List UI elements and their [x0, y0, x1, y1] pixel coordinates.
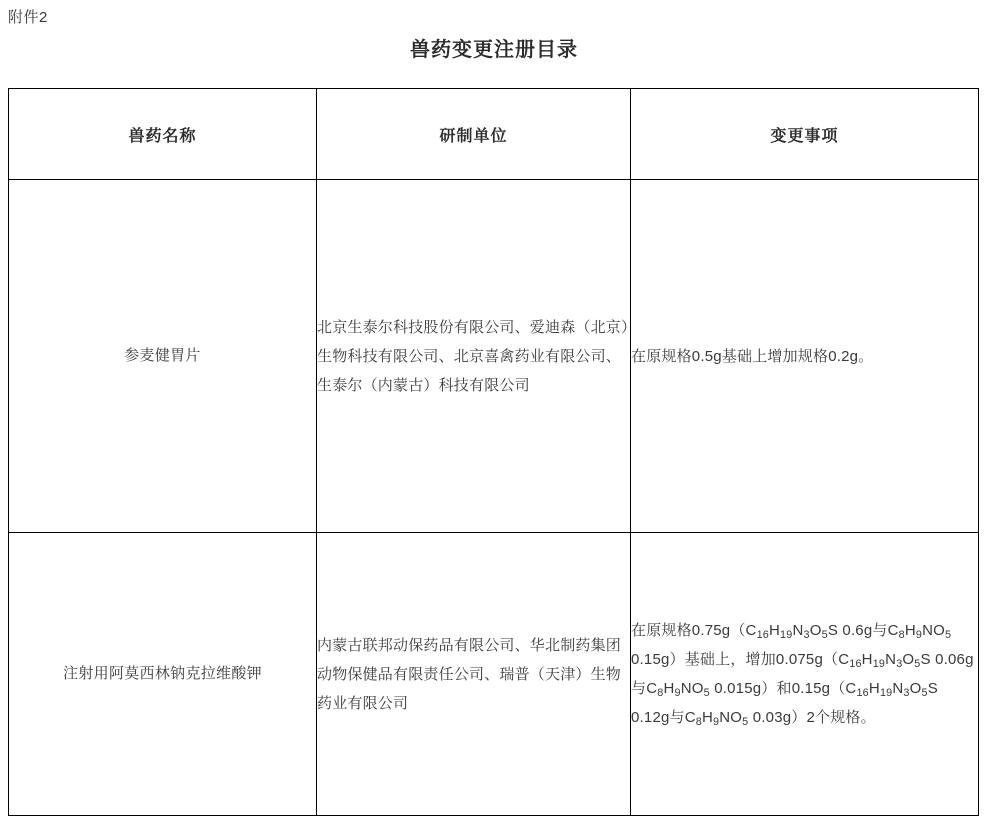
cell-drug-name — [9, 180, 317, 533]
registry-table-container — [8, 88, 978, 816]
cell-research-unit — [317, 180, 631, 533]
drug-name-text: 参麦健胃片 — [124, 347, 201, 364]
column-header-research-unit: 研制单位 — [317, 89, 631, 180]
page-title: 兽药变更注册目录 — [410, 39, 578, 61]
research-unit-text: 北京生泰尔科技股份有限公司、爱迪森（北京）生物科技有限公司、北京喜禽药业有限公司、生泰尔（内蒙古）科技有限公司 — [317, 318, 629, 394]
change-item-text: 在原规格0.5g基础上增加规格0.2g。 — [631, 347, 874, 365]
table-header-row — [9, 89, 979, 180]
drug-name-text: 注射用阿莫西林钠克拉维酸钾 — [63, 665, 262, 682]
cell-research-unit — [317, 533, 631, 816]
table-row — [9, 533, 979, 816]
column-header-drug-name: 兽药名称 — [9, 89, 317, 180]
veterinary-drug-change-registry-table — [8, 88, 979, 816]
research-unit-text: 内蒙古联邦动保药品有限公司、华北制药集团动物保健品有限责任公司、瑞普（天津）生物药业有限公司 — [317, 636, 622, 712]
table-row — [9, 180, 979, 533]
cell-change-item — [631, 180, 979, 533]
cell-change-item — [631, 533, 979, 816]
cell-drug-name — [9, 533, 317, 816]
column-header-change-item: 变更事项 — [631, 89, 979, 180]
attachment-label: 附件2 — [8, 9, 48, 26]
change-item-text: 在原规格$0.75g(C_{16}H_{19}N_3O_5S$ 0.6g与$C_8H_9NO_5$ 0.15g）基础上，增加$0.075g(C_{16}H_{19}N_3O_5S$ 0.06g与$C_8H_9NO_5$ 0.015g）和$0.15g(C_{16}H_{19}N_3O_5S$ 0.12g与$C_8H_9NO_5$ 0.03g）2个规格。 — [631, 622, 974, 729]
